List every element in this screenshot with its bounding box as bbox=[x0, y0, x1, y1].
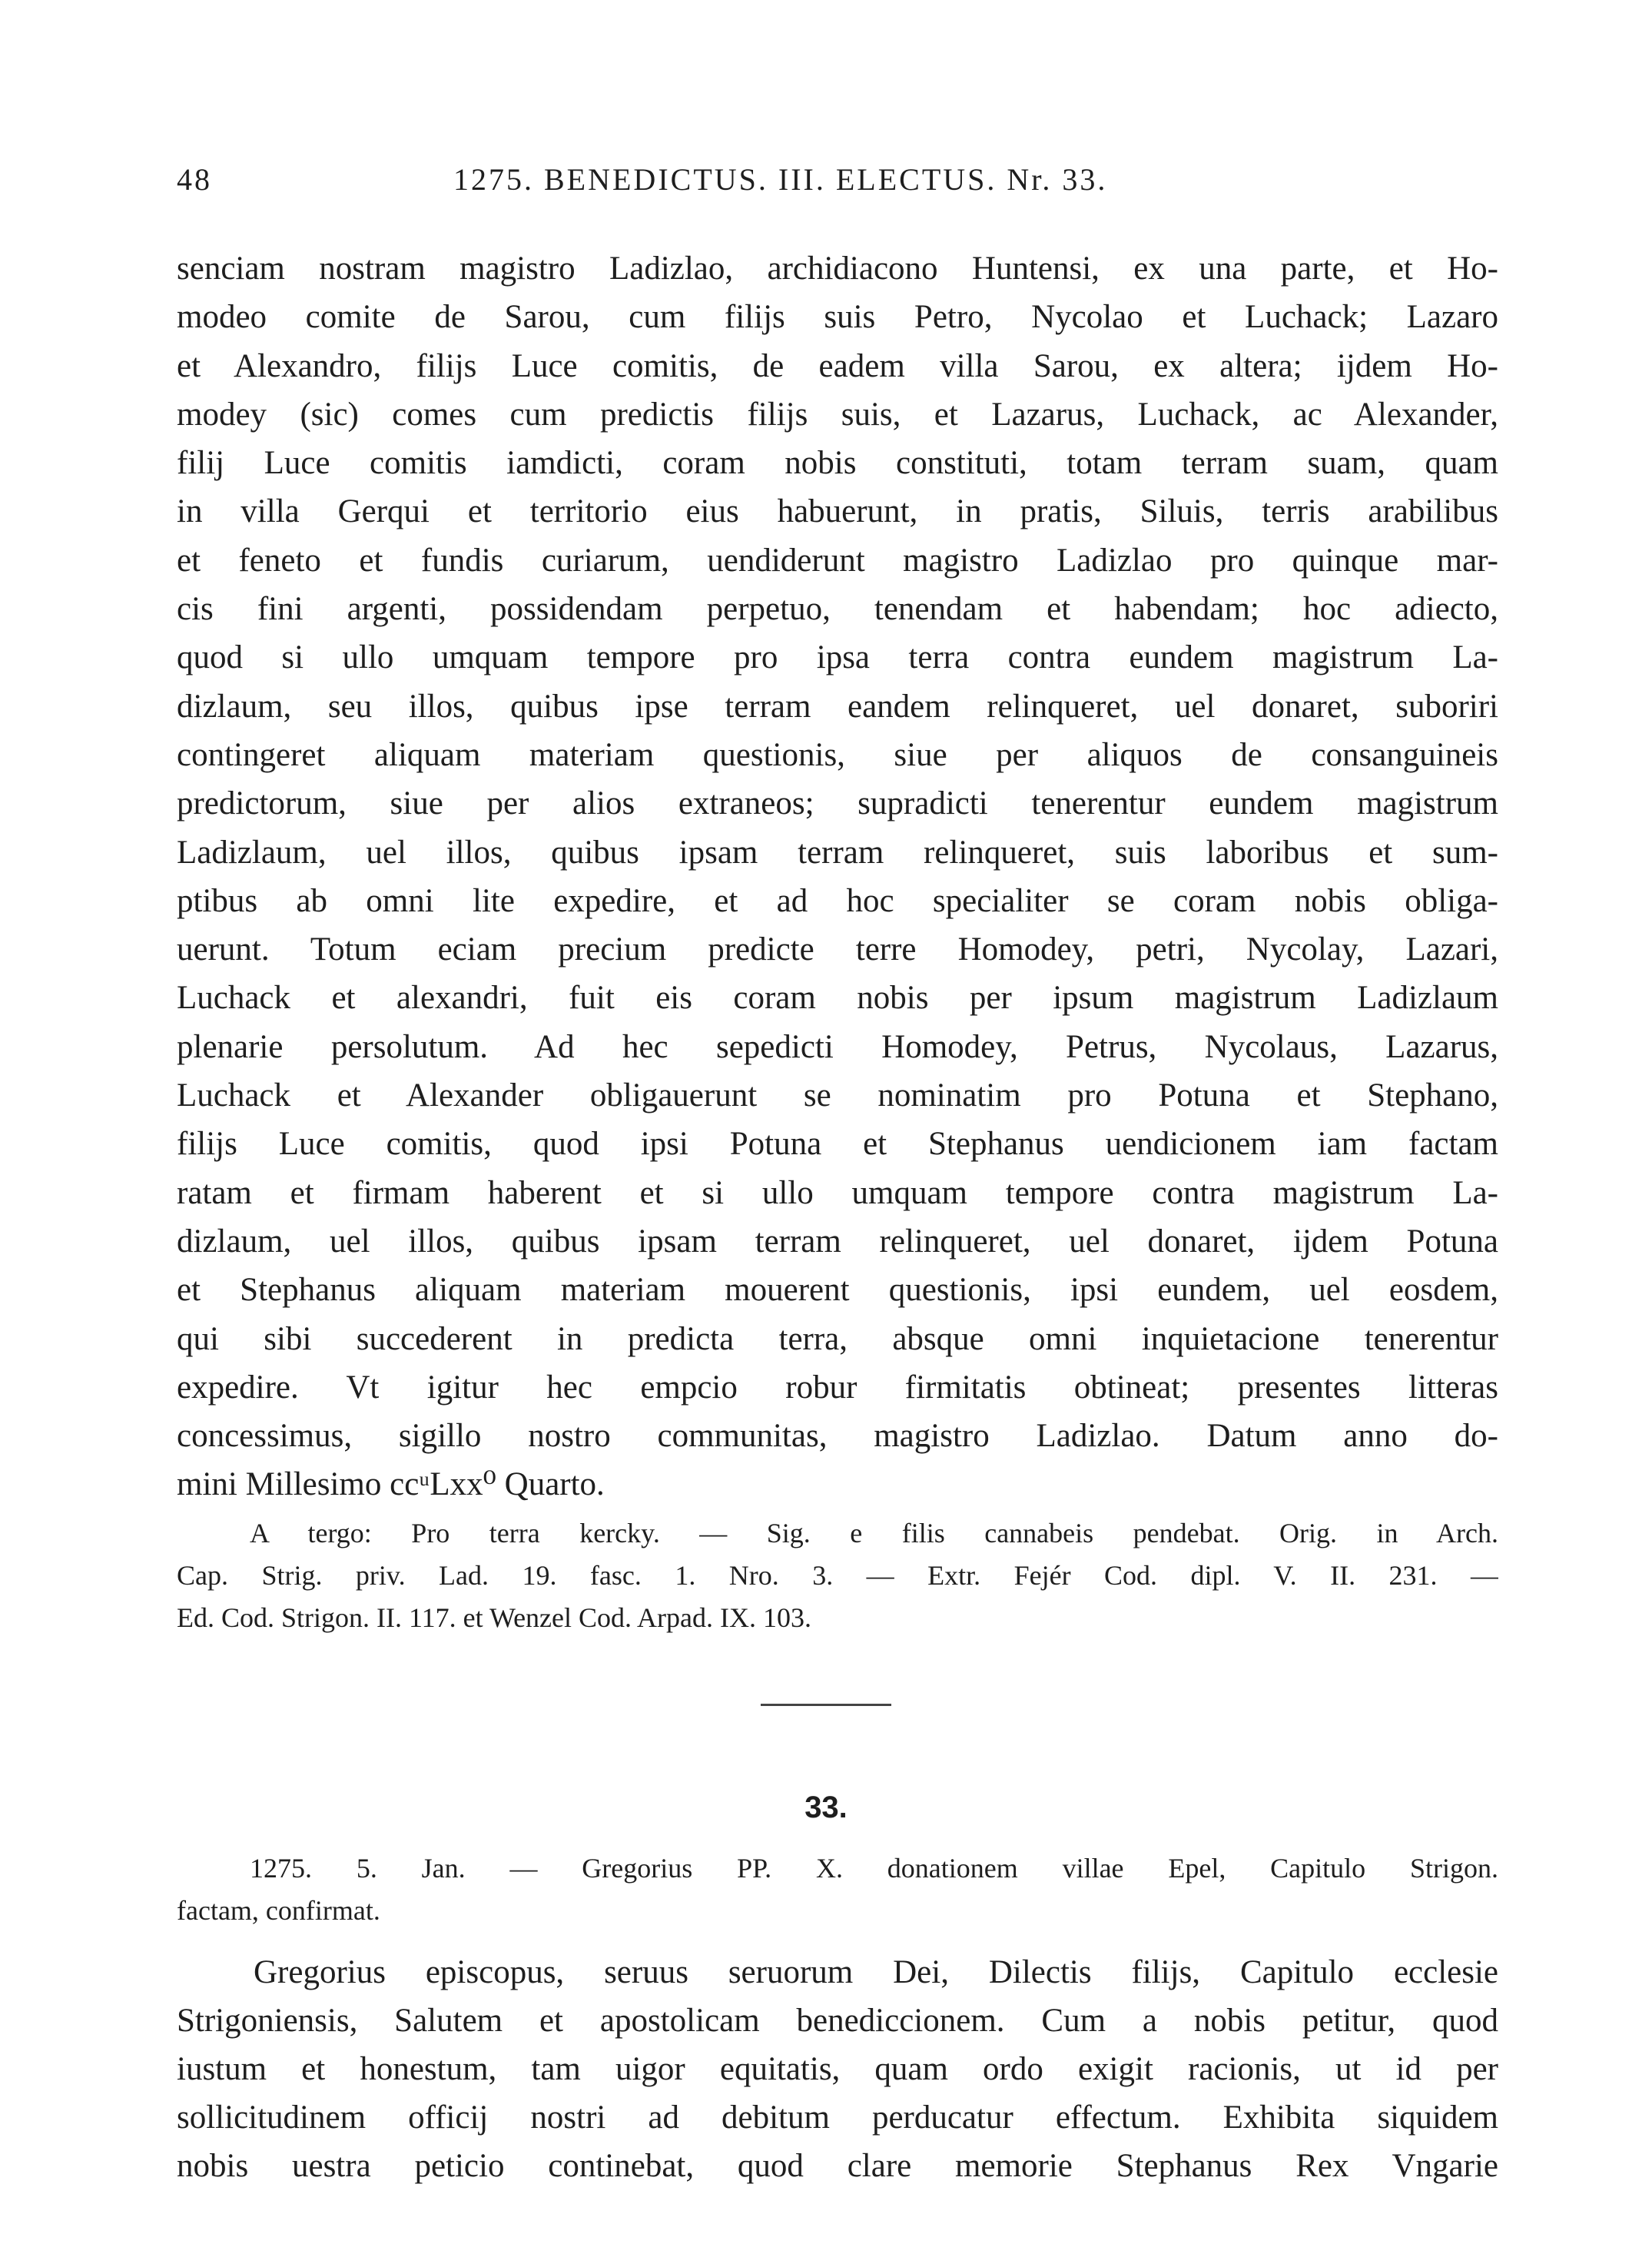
document-number: 33. bbox=[804, 1791, 848, 1824]
text-line: filijs Luce comitis, quod ipsi Potuna et Stephanus uendicionem iam factam bbox=[177, 1126, 1498, 1163]
text-line: et Alexandro, filijs Luce comitis, de eadem villa Sarou, ex altera; ijdem Ho- bbox=[177, 347, 1498, 384]
text-line: contingeret aliquam materiam questionis, siue per aliquos de consanguineis bbox=[177, 736, 1498, 773]
text-line: concessimus, sigillo nostro communitas, magistro Ladizlao. Datum anno do- bbox=[177, 1418, 1498, 1455]
text-line: Ladizlaum, uel illos, quibus ipsam terram relinqueret, suis laboribus et sum- bbox=[177, 834, 1498, 871]
text-line: ptibus ab omni lite expedire, et ad hoc specialiter se coram nobis obliga- bbox=[177, 882, 1498, 919]
text-line: Gregorius episcopus, seruus seruorum Dei, Dilectis filijs, Capitulo ecclesie bbox=[254, 1954, 1498, 1990]
text-line: sollicitudinem officij nostri ad debitum perducatur effectum. Exhibita siquidem bbox=[177, 2099, 1498, 2136]
note-line: Ed. Cod. Strigon. II. 117. et Wenzel Cod. Arpad. IX. 103. bbox=[177, 1602, 811, 1633]
running-header bbox=[177, 161, 1498, 207]
text-line: predictorum, siue per alios extraneos; supradicti tenerentur eundem magistrum bbox=[177, 785, 1498, 822]
text-line: ratam et firmam haberent et si ullo umquam tempore contra magistrum La- bbox=[177, 1174, 1498, 1211]
text-line: quod si ullo umquam tempore pro ipsa terra contra eundem magistrum La- bbox=[177, 639, 1498, 676]
text-line: senciam nostram magistro Ladizlao, archidiacono Huntensi, ex una parte, et Ho- bbox=[177, 251, 1498, 287]
text-line: iustum et honestum, tam uigor equitatis, quam ordo exigit racionis, ut id per bbox=[177, 2051, 1498, 2087]
text-line: modey (sic) comes cum predictis filijs suis, et Lazarus, Luchack, ac Alexander, bbox=[177, 396, 1498, 433]
summary-line: factam, confirmat. bbox=[177, 1895, 380, 1926]
source-note bbox=[177, 1512, 1498, 1639]
text-line: modeo comite de Sarou, cum filijs suis Petro, Nycolao et Luchack; Lazaro bbox=[177, 299, 1498, 336]
bull-text bbox=[177, 1948, 1498, 2190]
text-line: Luchack et alexandri, fuit eis coram nobis per ipsum magistrum Ladizlaum bbox=[177, 980, 1498, 1017]
text-line: et feneto et fundis curiarum, uendiderunt magistro Ladizlao pro quinque mar- bbox=[177, 542, 1498, 579]
text-line: uerunt. Totum eciam precium predicte terre Homodey, petri, Nycolay, Lazari, bbox=[177, 931, 1498, 968]
note-line: A tergo: Pro terra kercky. — Sig. e filis cannabeis pendebat. Orig. in Arch. bbox=[250, 1518, 1498, 1548]
text-line: et Stephanus aliquam materiam mouerent questionis, ipsi eundem, uel eosdem, bbox=[177, 1272, 1498, 1309]
summary-line: 1275. 5. Jan. — Gregorius PP. X. donationem villae Epel, Capitulo Strigon. bbox=[250, 1853, 1498, 1884]
charter-text bbox=[177, 244, 1498, 1509]
text-line: mini Millesimo ccᵘLxx⁰ Quarto. bbox=[177, 1466, 605, 1503]
text-line: Luchack et Alexander obligauerunt se nominatim pro Potuna et Stephano, bbox=[177, 1077, 1498, 1114]
page-number: 48 bbox=[177, 162, 212, 197]
text-line: dizlaum, seu illos, quibus ipse terram eandem relinqueret, uel donaret, suboriri bbox=[177, 688, 1498, 725]
document-summary bbox=[177, 1847, 1498, 1932]
text-line: cis fini argenti, possidendam perpetuo, tenendam et habendam; hoc adiecto, bbox=[177, 591, 1498, 628]
text-line: plenarie persolutum. Ad hec sepedicti Homodey, Petrus, Nycolaus, Lazarus, bbox=[177, 1028, 1498, 1065]
text-line: qui sibi succederent in predicta terra, absque omni inquietacione tenerentur bbox=[177, 1320, 1498, 1357]
section-divider bbox=[761, 1704, 891, 1706]
running-title: 1275. BENEDICTUS. III. ELECTUS. Nr. 33. bbox=[453, 162, 1108, 197]
note-line: Cap. Strig. priv. Lad. 19. fasc. 1. Nro. 3. — Extr. Fejér Cod. dipl. V. II. 231. — bbox=[177, 1560, 1498, 1591]
text-line: Strigoniensis, Salutem et apostolicam benediccionem. Cum a nobis petitur, quod bbox=[177, 2003, 1498, 2039]
text-line: in villa Gerqui et territorio eius habuerunt, in pratis, Siluis, terris arabilibus bbox=[177, 493, 1498, 530]
text-line: dizlaum, uel illos, quibus ipsam terram relinqueret, uel donaret, ijdem Potuna bbox=[177, 1223, 1498, 1260]
text-line: nobis uestra peticio continebat, quod clare memorie Stephanus Rex Vngarie bbox=[177, 2148, 1498, 2184]
text-line: filij Luce comitis iamdicti, coram nobis constituti, totam terram suam, quam bbox=[177, 445, 1498, 482]
text-line: expedire. Vt igitur hec empcio robur firmitatis obtineat; presentes litteras bbox=[177, 1369, 1498, 1406]
